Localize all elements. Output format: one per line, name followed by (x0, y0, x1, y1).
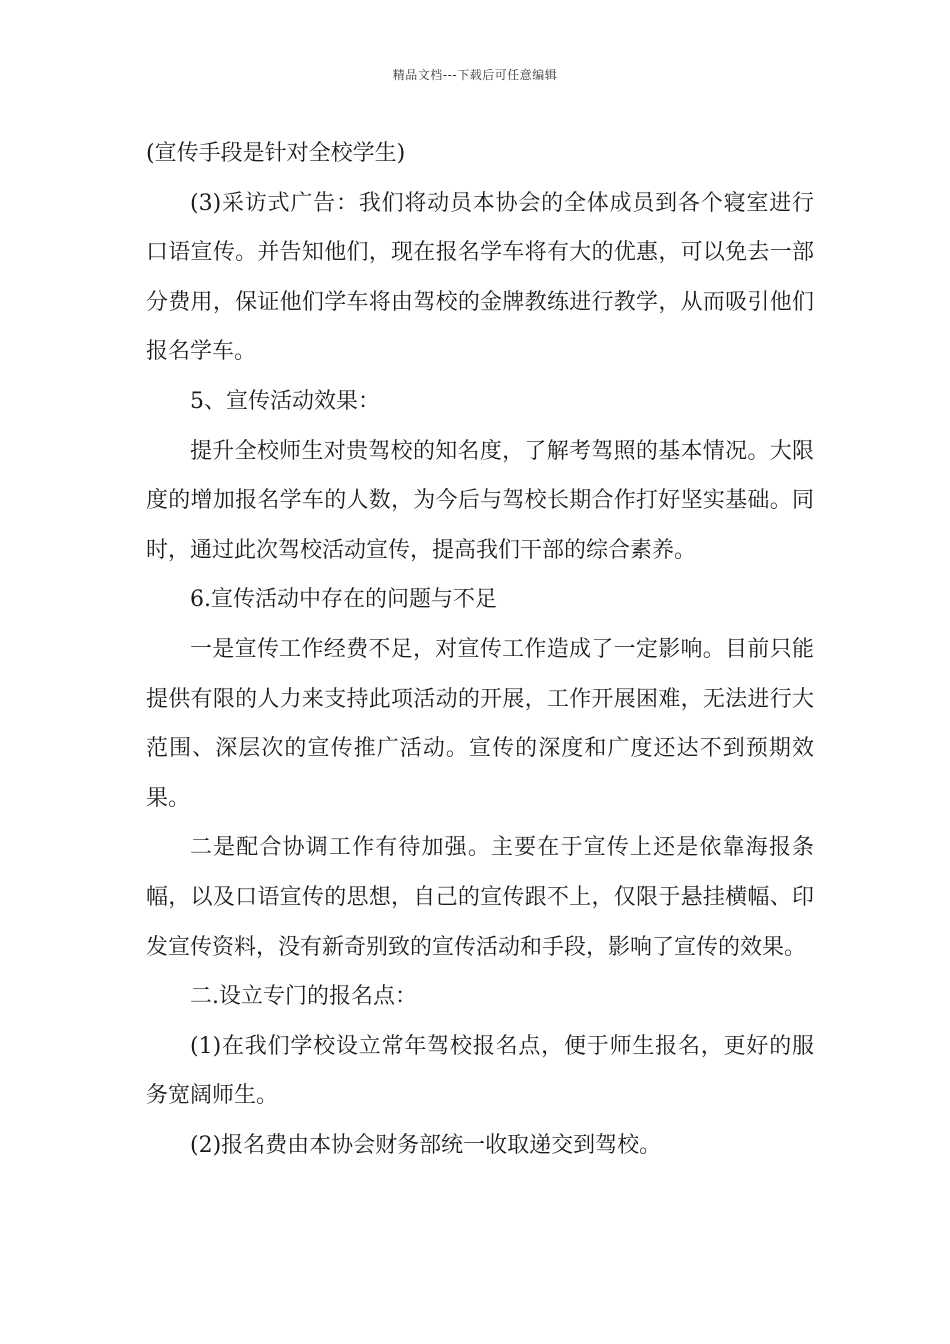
paragraph-publicity-effect: 提升全校师生对贵驾校的知名度，了解考驾照的基本情况。大限度的增加报名学车的人数，为今后与驾校长期合作打好坚实基础。同时，通过此次驾校活动宣传，提高我们干部的综合素养。 (146, 438, 814, 563)
document-body (146, 129, 814, 1170)
paragraph-publicity-target: (宣传手段是针对全校学生) (146, 141, 406, 166)
paragraph-problem-coordination: 二是配合协调工作有待加强。主要在于宣传上还是依靠海报条幅，以及口语宣传的思想，自己的宣传跟不上，仅限于悬挂横幅、印发宣传资料，没有新奇别致的宣传活动和手段，影响了宣传的效果。 (146, 835, 814, 960)
heading-publicity-effect: 5、宣传活动效果： (190, 388, 380, 414)
heading-registration-point: 二.设立专门的报名点： (190, 984, 417, 1010)
paragraph-problem-funding: 一是宣传工作经费不足，对宣传工作造成了一定影响。目前只能提供有限的人力来支持此项活动的开展，工作开展困难，无法进行大范围、深层次的宣传推广活动。宣传的深度和广度还达不到预期效果。 (146, 636, 814, 811)
paragraph-registration-point: (1)在我们学校设立常年驾校报名点，便于师生报名，更好的服务宽阔师生。 (146, 1033, 814, 1109)
page-header: 精品文档---下载后可任意编辑 (392, 68, 558, 82)
paragraph-registration-fee: (2)报名费由本协会财务部统一收取递交到驾校。 (190, 1132, 662, 1158)
heading-problems: 6.宣传活动中存在的问题与不足 (190, 587, 497, 613)
paragraph-interview-ads: (3)采访式广告：我们将动员本协会的全体成员到各个寝室进行口语宣传。并告知他们，现在报名学车将有大的优惠，可以免去一部分费用，保证他们学车将由驾校的金牌教练进行教学，从而吸引他们报名学车。 (146, 190, 814, 365)
